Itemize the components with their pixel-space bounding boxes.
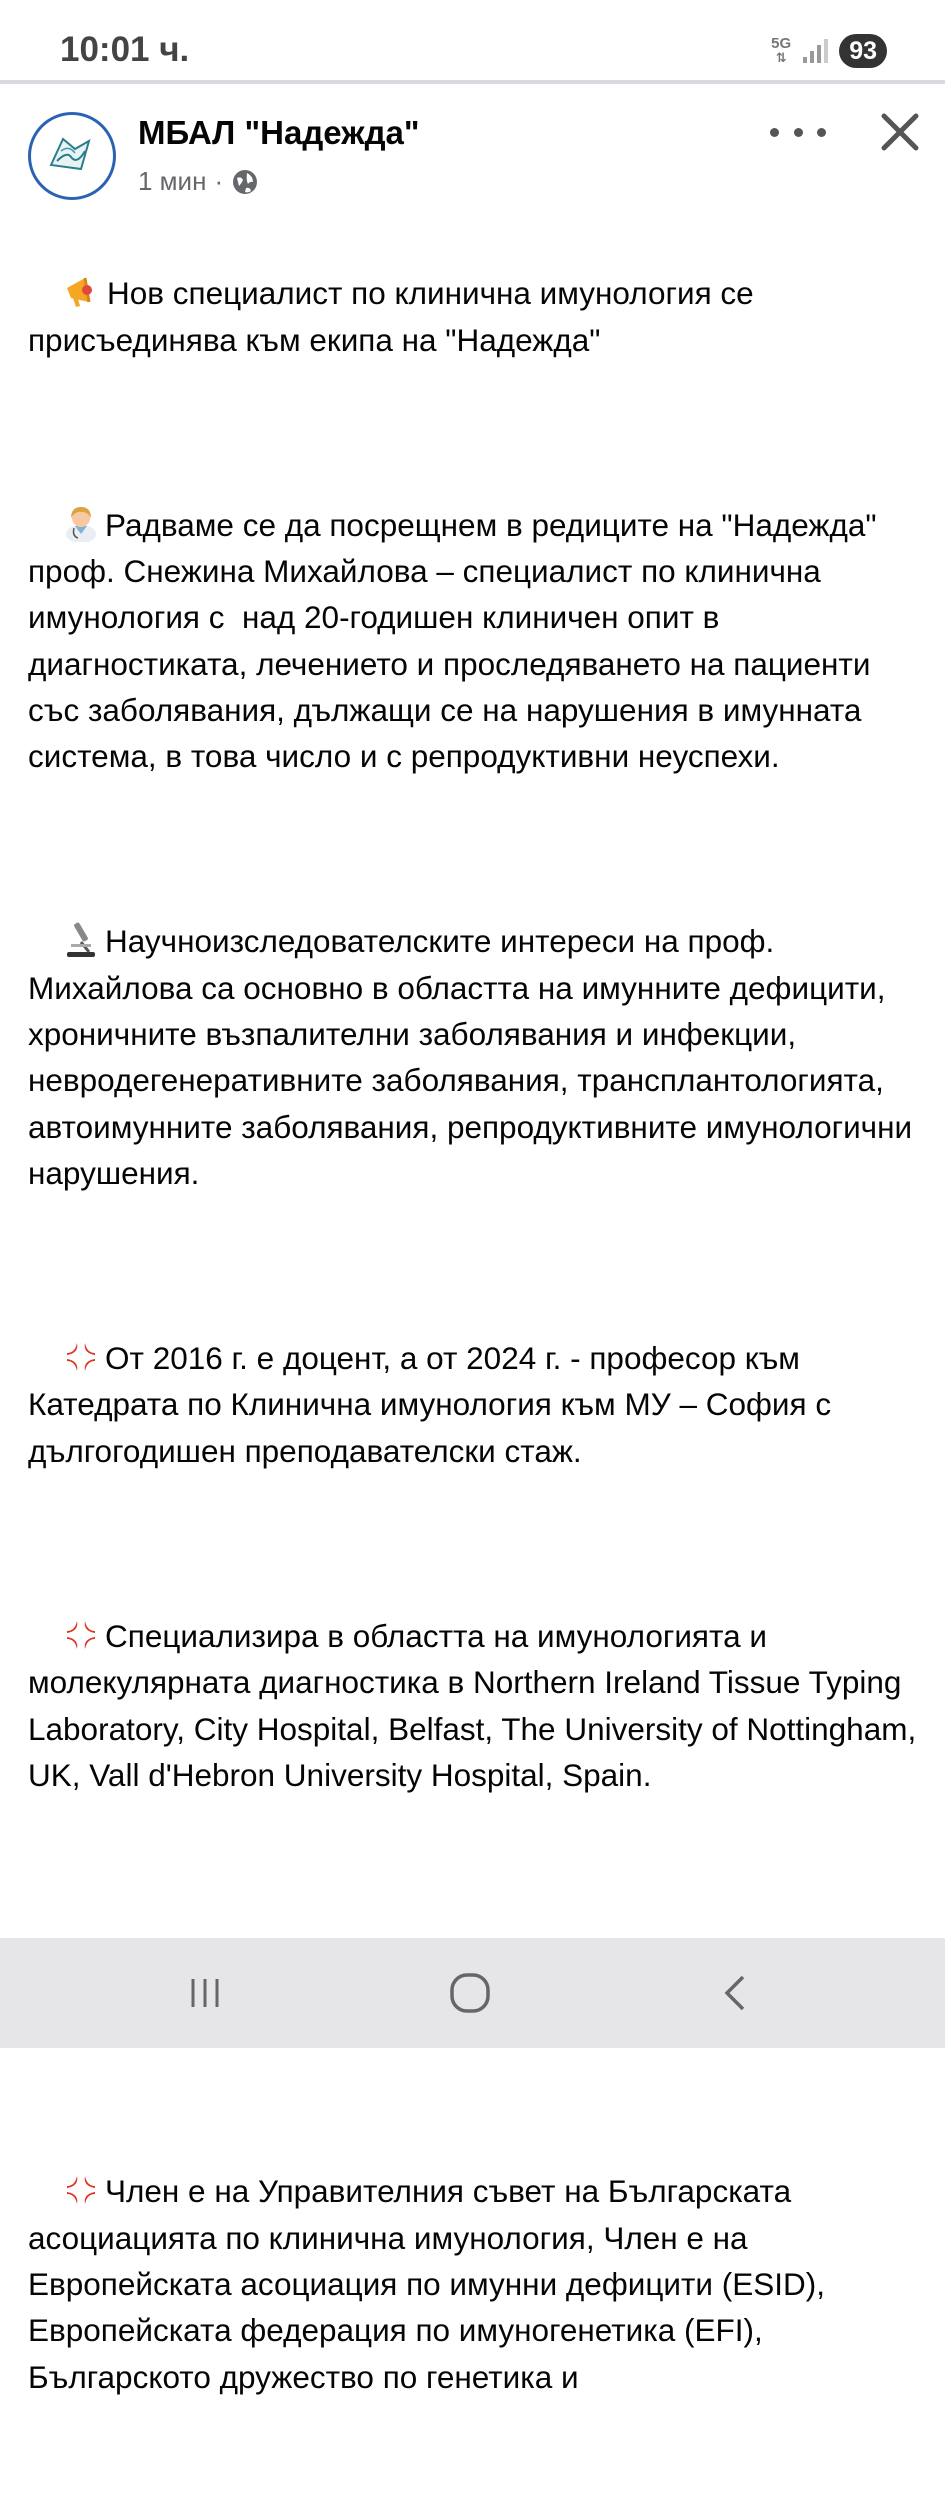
back-button[interactable] — [705, 1968, 765, 2018]
divider — [0, 80, 945, 84]
post-paragraph: Радваме се да посрещнем в редиците на "Надежда" проф. Снежина Михайлова – специалист по клинична имунология с над 20-годишен клиничен опит в диагностиката, лечението и проследяването на пациенти със заболявания, дължащи се на нарушения в имунната система, в това число и с репродуктивни неуспехи. — [28, 455, 928, 825]
page-name[interactable]: МБАЛ "Надежда" — [138, 114, 420, 151]
anger-icon — [63, 1617, 99, 1653]
post-meta — [138, 166, 259, 197]
avatar[interactable] — [28, 112, 116, 200]
post-paragraph: Научноизследователските интереси на проф. Михайлова са основно в областта на имунните дефицити, хроничните възпалителни заболявания и инфекции, невродегенеративните заболявания, трансплантологията, автоимунните заболявания, репродуктивните имунологични нарушения. — [28, 872, 928, 1242]
megaphone-icon — [63, 274, 101, 310]
back-icon — [717, 1971, 753, 2015]
globe-icon — [231, 168, 259, 196]
status-time: 10:01 ч. — [60, 30, 190, 69]
recent-apps-icon — [185, 1975, 225, 2011]
recent-apps-button[interactable] — [175, 1968, 235, 2018]
anger-icon — [63, 1339, 99, 1375]
hospital-logo-icon — [37, 121, 107, 191]
post-paragraph: Нов специалист по клинична имунология се присъединява към екипа на "Надежда" — [28, 275, 763, 358]
post-paragraph: От 2016 г. е доцент, а от 2024 г. - професор към Катедрата по Клинична имунология към МУ – София с дългогодишен преподавателски стаж. — [28, 1340, 840, 1469]
network-type-icon: 5G ⇅ — [771, 35, 792, 65]
microscope-icon — [63, 920, 99, 958]
anger-icon — [63, 2172, 99, 2208]
post-time[interactable]: 1 мин — [138, 166, 207, 196]
navigation-bar — [0, 1938, 945, 2048]
home-icon — [448, 1971, 492, 2015]
more-options-button[interactable] — [770, 114, 826, 150]
home-button[interactable] — [440, 1968, 500, 2018]
signal-icon — [801, 37, 829, 65]
status-icons — [771, 34, 887, 68]
close-icon[interactable] — [874, 106, 926, 158]
doctor-icon — [63, 504, 99, 542]
meta-separator: · — [214, 166, 224, 196]
post-paragraph: Специализира в областта на имунологията и молекулярната диагностика в Northern Ireland Tissue Typing Laboratory, City Hospital, Belfast, The University of Nottingham, UK, Vall d'Hebron University Hospital, Spain. — [28, 1617, 925, 1793]
post-body — [28, 224, 928, 2493]
post-header — [0, 100, 945, 210]
post-paragraph: Член е на Управителния съвет на Българската асоциацията по клинична имунология, Член е на Европейската асоциация по имунни дефицити (ESID), Европейската федерация по имуногенетика (EFI), Българското дружество по генетика и — [28, 2173, 834, 2395]
battery-indicator: 93 — [839, 34, 887, 68]
status-bar — [0, 0, 945, 84]
